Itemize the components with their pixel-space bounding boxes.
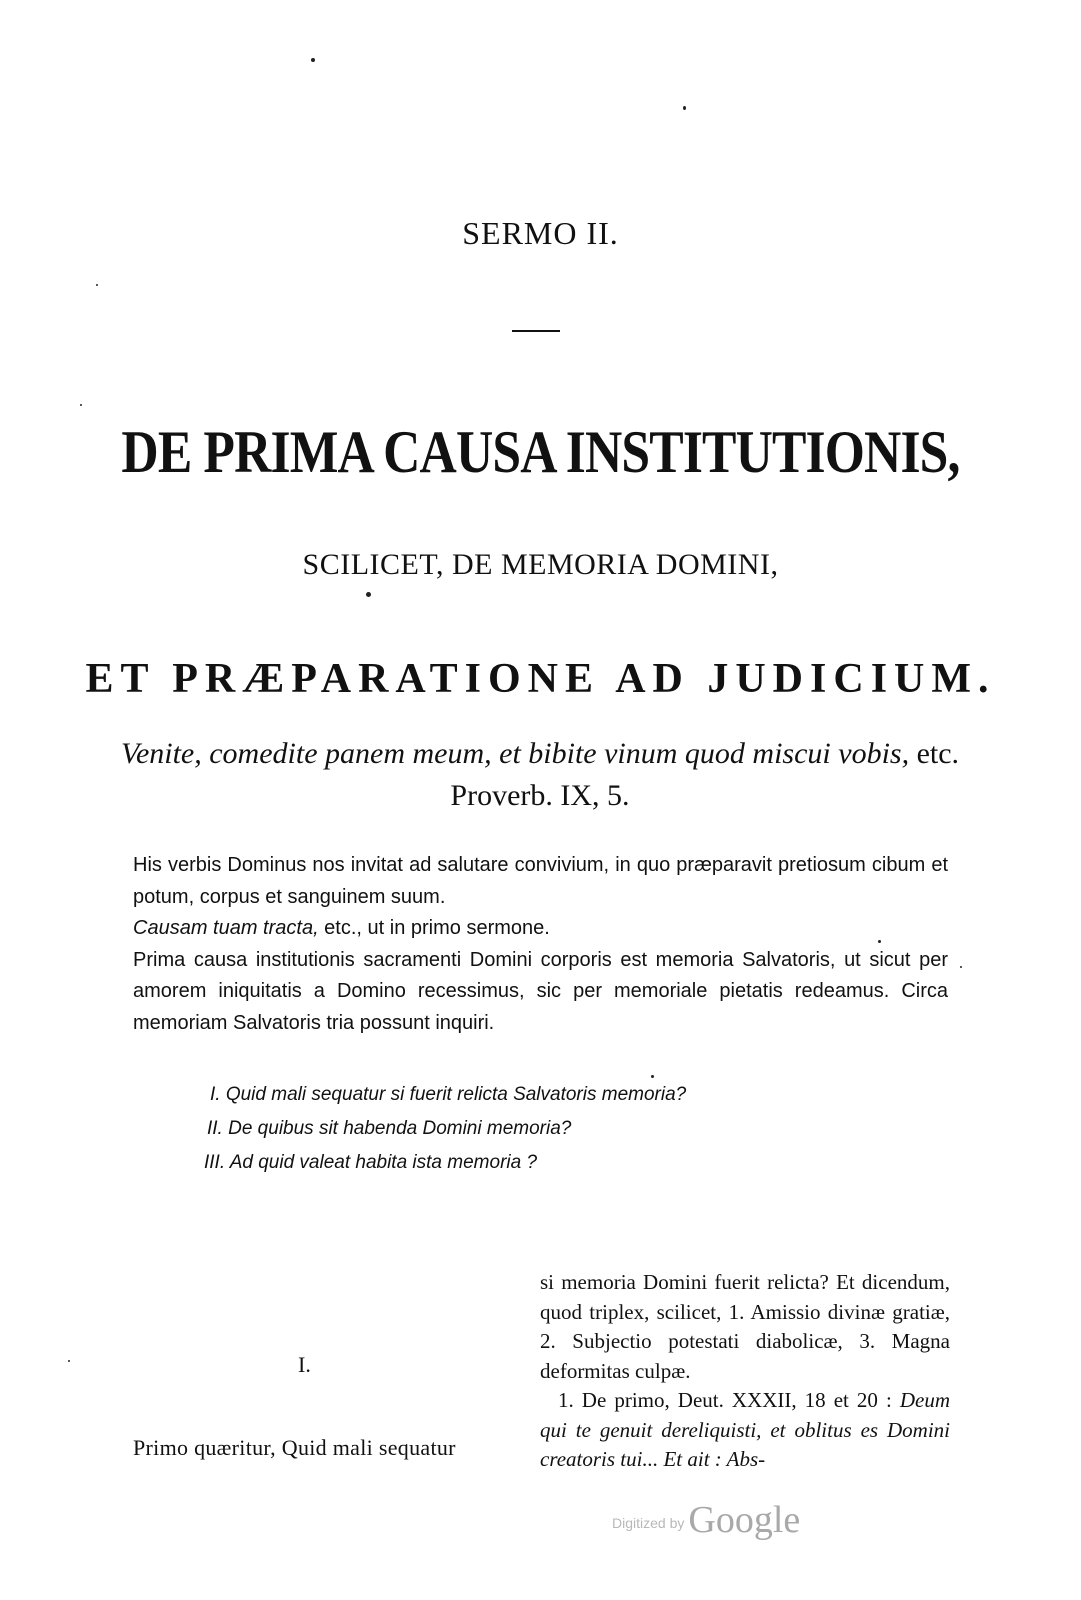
- left-column-text: Primo quæritur, Quid mali sequatur: [133, 1435, 456, 1460]
- scan-speck: [68, 1360, 70, 1362]
- right-column-quote: Deum qui te genuit dereliquisti, et oblitus es Domini creatoris tui... Et ait : Abs-: [540, 1388, 950, 1471]
- digitization-watermark: [612, 1498, 800, 1542]
- sermon-heading: SERMO II.: [462, 215, 619, 251]
- right-column-paragraph: [540, 1386, 950, 1475]
- scan-speck: [96, 284, 98, 286]
- question-item: II. De quibus sit habenda Domini memoria?: [207, 1118, 572, 1139]
- right-column-paragraph: si memoria Domini fuerit relicta? Et dicendum, quod triplex, scilicet, 1. Amissio divinæ gratiæ, 2. Subjectio potestati diabolicæ, 3. Magna deformitas culpæ.: [540, 1270, 950, 1383]
- body-italic-phrase: Causam tuam tracta,: [133, 917, 319, 939]
- epigraph-reference: etc. Proverb. IX, 5.: [450, 737, 960, 812]
- scan-speck: [366, 592, 371, 597]
- body-phrase: etc., ut in primo sermone.: [318, 917, 550, 939]
- watermark-logo: Google: [688, 1499, 801, 1541]
- body-paragraph: [133, 913, 948, 945]
- body-text: [133, 850, 948, 1039]
- right-column-phrase: 1. De primo, Deut. XXXII, 18 et 20 :: [558, 1388, 900, 1412]
- scan-speck: [683, 106, 686, 110]
- epigraph: [115, 733, 965, 817]
- scan-speck: [960, 966, 962, 968]
- question-item: III. Ad quid valeat habita ista memoria ?: [204, 1152, 538, 1173]
- question-list: [204, 1078, 910, 1180]
- subtitle-primary: SCILICET, DE MEMORIA DOMINI,: [302, 548, 779, 581]
- scan-speck: [311, 58, 315, 62]
- watermark-caption: Digitized by: [612, 1515, 685, 1531]
- body-paragraph: Prima causa institutionis sacramenti Domini corporis est memoria Salvatoris, ut sicut per amorem iniquitatis a Domino recessimus, sic per memoriale pietatis redeamus. Circa memoriam Salvatoris tria possunt inquiri.: [133, 948, 948, 1034]
- body-paragraph: His verbis Dominus nos invitat ad salutare convivium, in quo præparavit pretiosum cibum et potum, corpus et sanguinem suum.: [133, 854, 948, 908]
- subtitle-secondary: ET PRÆPARATIONE AD JUDICIUM.: [85, 656, 996, 702]
- epigraph-quote: Venite, comedite panem meum, et bibite vinum quod miscui vobis,: [120, 737, 910, 770]
- divider-rule: [512, 330, 560, 332]
- page-title: DE PRIMA CAUSA INSTITUTIONIS,: [121, 419, 960, 485]
- scan-speck: [80, 404, 82, 406]
- right-column-text: [540, 1268, 950, 1475]
- section-numeral: I.: [298, 1352, 311, 1377]
- question-item: I. Quid mali sequatur si fuerit relicta Salvatoris memoria?: [210, 1084, 687, 1105]
